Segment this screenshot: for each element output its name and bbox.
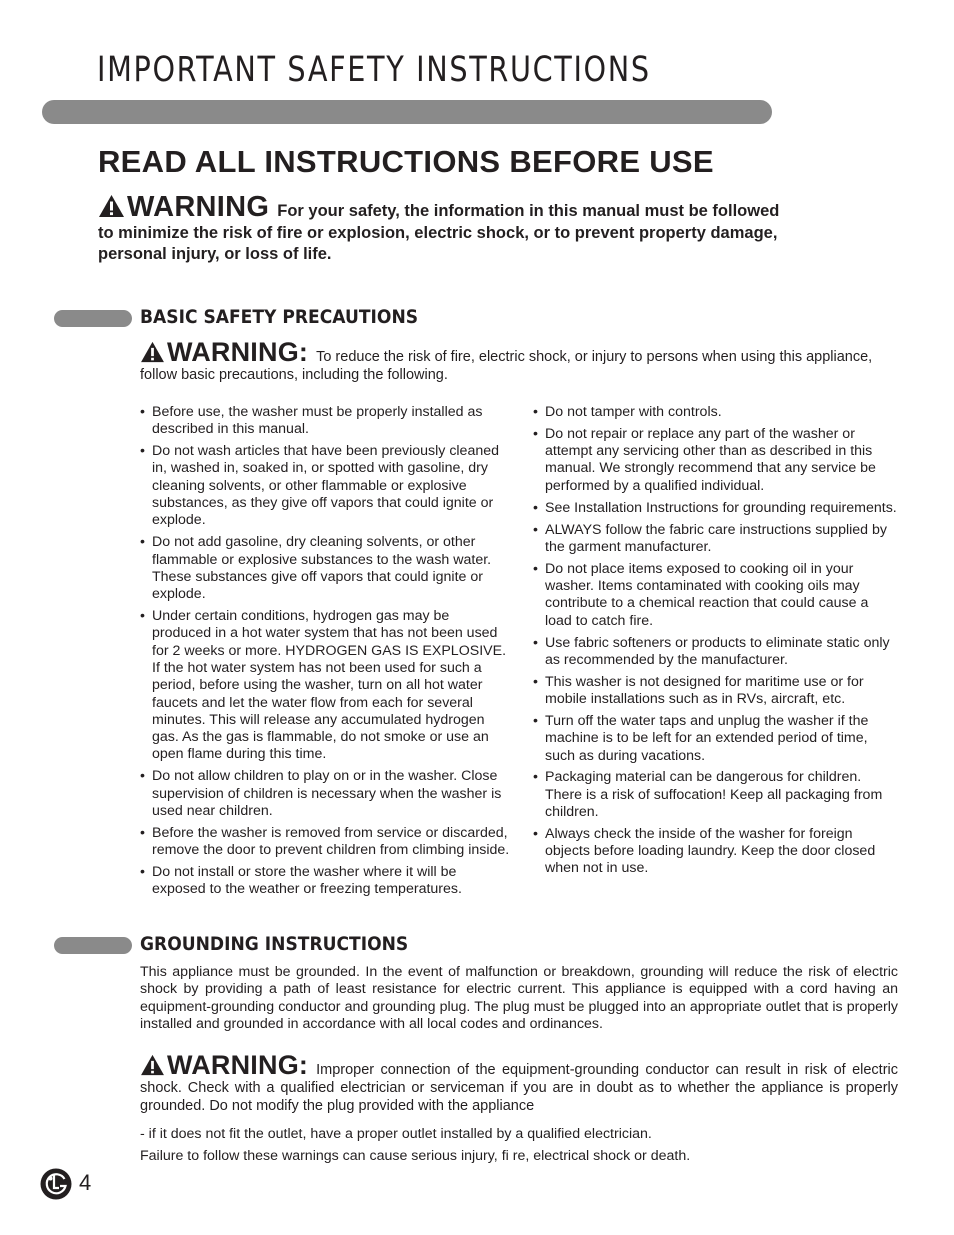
list-item: • Before use, the washer must be properly installed as described in this manual. (140, 404, 510, 439)
list-item: • This washer is not designed for maritime use or for mobile installations such as in RVs, aircraft, etc. (533, 674, 899, 709)
grounding-line-failure: Failure to follow these warnings can cause serious injury, fi re, electrical shock or death. (140, 1148, 691, 1164)
warning-text: To reduce the risk of fire, electric shock, or injury to persons when using this appliance, follow basic precautions, including the following. (140, 349, 873, 383)
list-item: • Use fabric softeners or products to eliminate static only as recommended by the manufacturer. (533, 635, 899, 670)
grounding-warning (140, 1050, 898, 1115)
list-item: • See Installation Instructions for grounding requirements. (533, 500, 899, 517)
list-item: • Do not repair or replace any part of the washer or attempt any servicing other than as described in this manual. We strongly recommend that any service be performed by a qualified individual. (533, 426, 899, 495)
list-item: • Do not tamper with controls. (533, 404, 899, 421)
list-item: • Do not allow children to play on or in the washer. Close supervision of children is necessary when the washer is used near children. (140, 768, 510, 820)
list-item: • Do not add gasoline, dry cleaning solvents, or other flammable or explosive substances to the wash water. These substances give off vapors that could ignite or explode. (140, 534, 510, 603)
list-item: • Packaging material can be dangerous for children. There is a risk of suffocation! Keep all packaging from children. (533, 769, 899, 821)
warning-label: WARNING: (167, 1050, 309, 1080)
warning-label: WARNING (127, 191, 270, 223)
list-item: • Do not wash articles that have been previously cleaned in, washed in, soaked in, or spotted with gasoline, dry cleaning solvents, or other flammable or explosive substances, as they give off vapors that could ignite or explode. (140, 443, 510, 529)
warning-triangle-icon (140, 1054, 165, 1076)
bullet-list-right (533, 404, 899, 882)
grounding-line-outlet: - if it does not fit the outlet, have a proper outlet installed by a qualified electrician. (140, 1126, 652, 1142)
warning-triangle-icon (140, 341, 165, 363)
main-title: READ ALL INSTRUCTIONS BEFORE USE (98, 144, 714, 179)
warning-text: Improper connection of the equipment-grounding conductor can result in risk of electric shock. Check with a qualified electrician or serviceman if you are in doubt as to whether the appliance is properly grounded. Do not modify the plug provided with the appliance (140, 1062, 898, 1114)
warning-triangle-icon (98, 194, 125, 218)
section-pill (54, 310, 132, 327)
list-item: • Always check the inside of the washer for foreign objects before loading laundry. Keep the door closed when not in use. (533, 826, 899, 878)
list-item: • Do not install or store the washer where it will be exposed to the weather or freezing temperatures. (140, 864, 510, 899)
list-item: • Do not place items exposed to cooking oil in your washer. Items contaminated with cooking oils may contribute to a chemical reaction that could cause a load to catch fire. (533, 561, 899, 630)
bullet-list-left (140, 404, 510, 903)
list-item: • Under certain conditions, hydrogen gas may be produced in a hot water system that has not been used for 2 weeks or more. HYDROGEN GAS IS EXPLOSIVE. If the hot water system has not been used for such a period, before using the washer, turn on all hot water faucets and let the water flow from each for several minutes. This will release any accumulated hydrogen gas. As the gas is flammable, do not smoke or use an open flame during this time. (140, 608, 510, 764)
list-item: • Turn off the water taps and unplug the washer if the machine is to be left for an extended period of time, such as during vacations. (533, 713, 899, 765)
list-item: • Before the washer is removed from service or discarded, remove the door to prevent children from climbing inside. (140, 825, 510, 860)
grounding-paragraph: This appliance must be grounded. In the event of malfunction or breakdown, grounding will reduce the risk of electric shock by providing a path of least resistance for electric current. This appliance is equipped with a cord having an equipment-grounding conductor and grounding plug. The plug must be plugged into an appropriate outlet that is properly installed and grounded in accordance with all local codes and ordinances. (140, 964, 898, 1032)
lg-logo-icon (40, 1168, 72, 1200)
section-title-basic: BASIC SAFETY PRECAUTIONS (140, 306, 419, 328)
main-warning (98, 191, 798, 266)
basic-warning (140, 337, 900, 384)
warning-label: WARNING: (167, 337, 309, 367)
section-pill (54, 937, 132, 954)
list-item: • ALWAYS follow the fabric care instructions supplied by the garment manufacturer. (533, 522, 899, 557)
section-title-grounding: GROUNDING INSTRUCTIONS (140, 933, 409, 955)
warning-text: For your safety, the information in this manual must be followed to minimize the risk of fire or explosion, electric shock, or to prevent property damage, personal injury, or loss of life. (98, 202, 780, 263)
page-number: 4 (79, 1170, 92, 1195)
page-header-title: IMPORTANT SAFETY INSTRUCTIONS (97, 50, 651, 90)
header-bar (42, 100, 772, 124)
